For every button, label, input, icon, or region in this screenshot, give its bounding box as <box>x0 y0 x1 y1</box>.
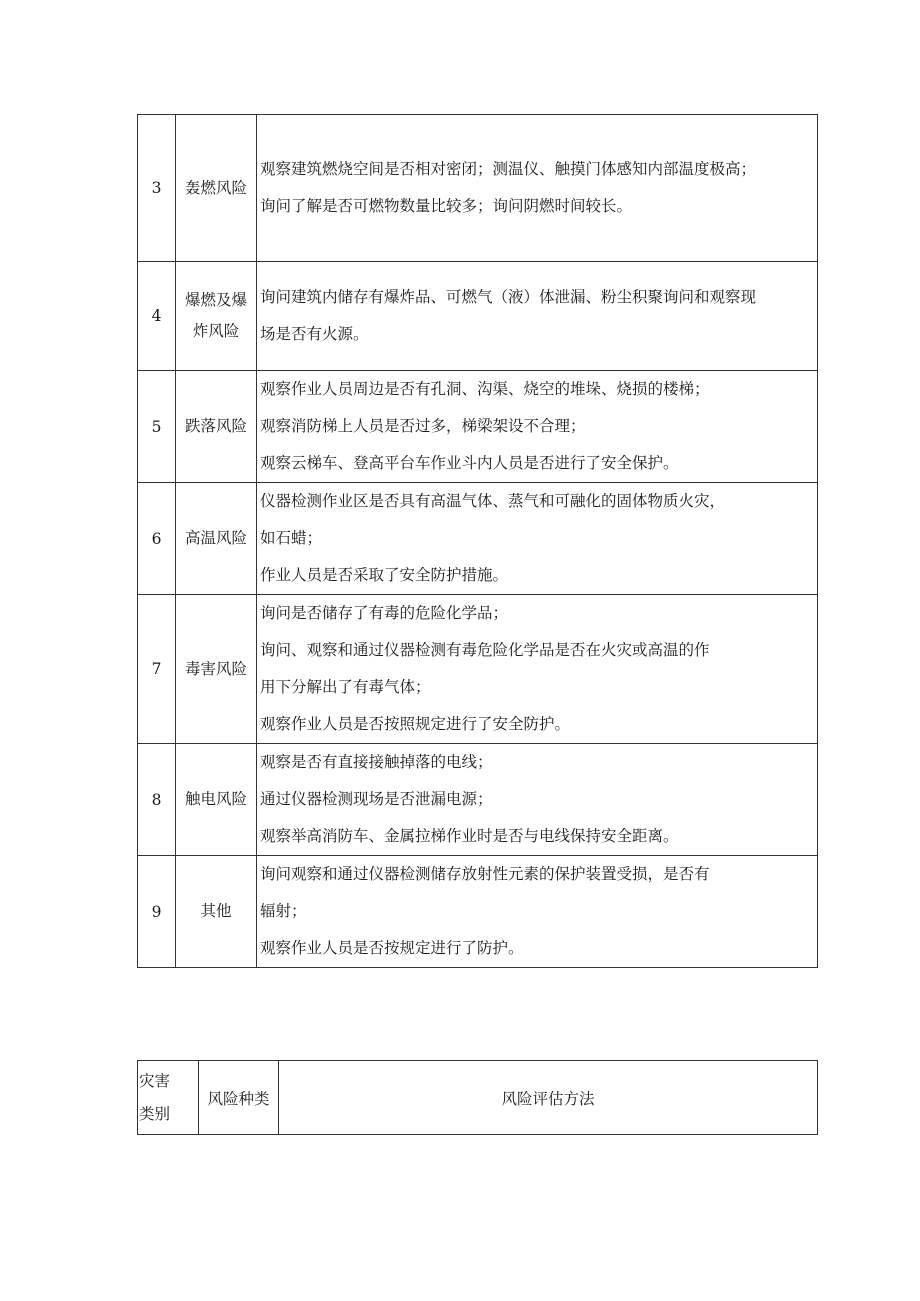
row-number: 5 <box>138 371 176 483</box>
risk-kind: 其他 <box>176 856 257 968</box>
header-risk-type: 风险种类 <box>199 1061 279 1135</box>
risk-kind: 毒害风险 <box>176 595 257 744</box>
table-row <box>138 262 818 371</box>
table-row <box>138 595 818 744</box>
risk-description: 仪器检测作业区是否具有高温气体、蒸气和可融化的固体物质火灾， 如石蜡； 作业人员是否采取了安全防护措施。 <box>257 483 818 595</box>
risk-description: 观察建筑燃烧空间是否相对密闭；测温仪、触摸门体感知内部温度极高； 询问了解是否可燃物数量比较多；询问阴燃时间较长。 <box>257 115 818 262</box>
risk-description: 观察作业人员周边是否有孔洞、沟渠、烧空的堆垛、烧损的楼梯； 观察消防梯上人员是否过多，梯梁架设不合理； 观察云梯车、登高平台车作业斗内人员是否进行了安全保护。 <box>257 371 818 483</box>
row-number: 6 <box>138 483 176 595</box>
row-number: 4 <box>138 262 176 371</box>
risk-description: 询问观察和通过仪器检测储存放射性元素的保护装置受损，是否有 辐射； 观察作业人员是否按规定进行了防护。 <box>257 856 818 968</box>
risk-table <box>137 114 818 968</box>
row-number: 3 <box>138 115 176 262</box>
row-number: 8 <box>138 744 176 856</box>
risk-kind: 爆燃及爆 炸风险 <box>176 262 257 371</box>
row-number: 9 <box>138 856 176 968</box>
header-assessment-method: 风险评估方法 <box>279 1061 818 1135</box>
table-header-row <box>138 1061 818 1135</box>
row-number: 7 <box>138 595 176 744</box>
risk-kind: 高温风险 <box>176 483 257 595</box>
table-row <box>138 856 818 968</box>
risk-description: 观察是否有直接接触掉落的电线； 通过仪器检测现场是否泄漏电源； 观察举高消防车、金属拉梯作业时是否与电线保持安全距离。 <box>257 744 818 856</box>
risk-kind: 跌落风险 <box>176 371 257 483</box>
risk-kind: 轰燃风险 <box>176 115 257 262</box>
risk-description: 询问是否储存了有毒的危险化学品； 询问、观察和通过仪器检测有毒危险化学品是否在火灾或高温的作 用下分解出了有毒气体； 观察作业人员是否按照规定进行了安全防护。 <box>257 595 818 744</box>
table-row <box>138 744 818 856</box>
header-disaster-category: 灾害 类别 <box>138 1061 199 1135</box>
table-row <box>138 483 818 595</box>
table-row <box>138 371 818 483</box>
header-table <box>137 1060 818 1135</box>
risk-description: 询问建筑内储存有爆炸品、可燃气（液）体泄漏、粉尘积聚询问和观察现 场是否有火源。 <box>257 262 818 371</box>
table-row <box>138 115 818 262</box>
risk-kind: 触电风险 <box>176 744 257 856</box>
